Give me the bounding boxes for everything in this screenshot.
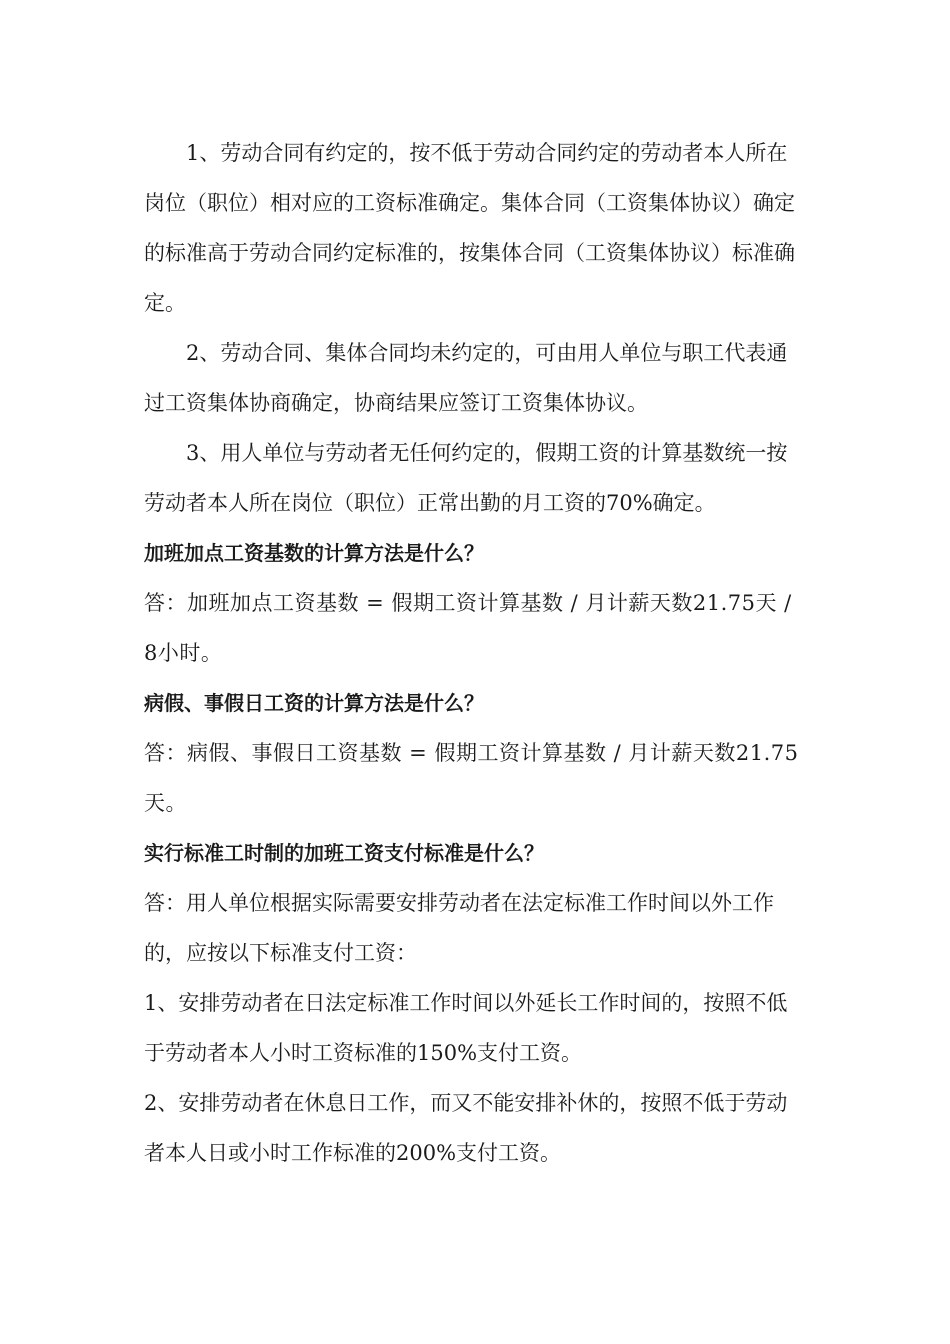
answer-standard-hours-overtime: 答：用人单位根据实际需要安排劳动者在法定标准工作时间以外工作的，应按以下标准支付工资：: [144, 891, 774, 965]
answer-sick-leave-wage: 答：病假、事假日工资基数 = 假期工资计算基数 / 月计薪天数21.75 天。: [144, 741, 799, 815]
list-item-overtime-150: 1、安排劳动者在日法定标准工作时间以外延长工作时间的，按照不低于劳动者本人小时工资标准的150%支付工资。: [144, 991, 788, 1065]
question-sick-leave-wage: 病假、事假日工资的计算方法是什么？: [144, 691, 484, 715]
document-body: [144, 128, 808, 1178]
list-item-rest-day-200: 2、安排劳动者在休息日工作，而又不能安排补休的，按照不低于劳动者本人日或小时工作标准的200%支付工资。: [144, 1091, 788, 1165]
answer-overtime-base: 答：加班加点工资基数 = 假期工资计算基数 / 月计薪天数21.75天 / 8小时。: [144, 591, 792, 665]
paragraph-no-agreement-default: 3、用人单位与劳动者无任何约定的，假期工资的计算基数统一按劳动者本人所在岗位（职位）正常出勤的月工资的70%确定。: [144, 441, 788, 515]
paragraph-agreed-contract: 1、劳动合同有约定的，按不低于劳动合同约定的劳动者本人所在岗位（职位）相对应的工资标准确定。集体合同（工资集体协议）确定的标准高于劳动合同约定标准的，按集体合同（工资集体协议）标准确定。: [144, 141, 795, 315]
paragraph-no-contract-agreement: 2、劳动合同、集体合同均未约定的，可由用人单位与职工代表通过工资集体协商确定，协商结果应签订工资集体协议。: [144, 341, 788, 415]
question-standard-hours-overtime: 实行标准工时制的加班工资支付标准是什么？: [144, 841, 544, 865]
question-overtime-base: 加班加点工资基数的计算方法是什么？: [144, 541, 484, 565]
